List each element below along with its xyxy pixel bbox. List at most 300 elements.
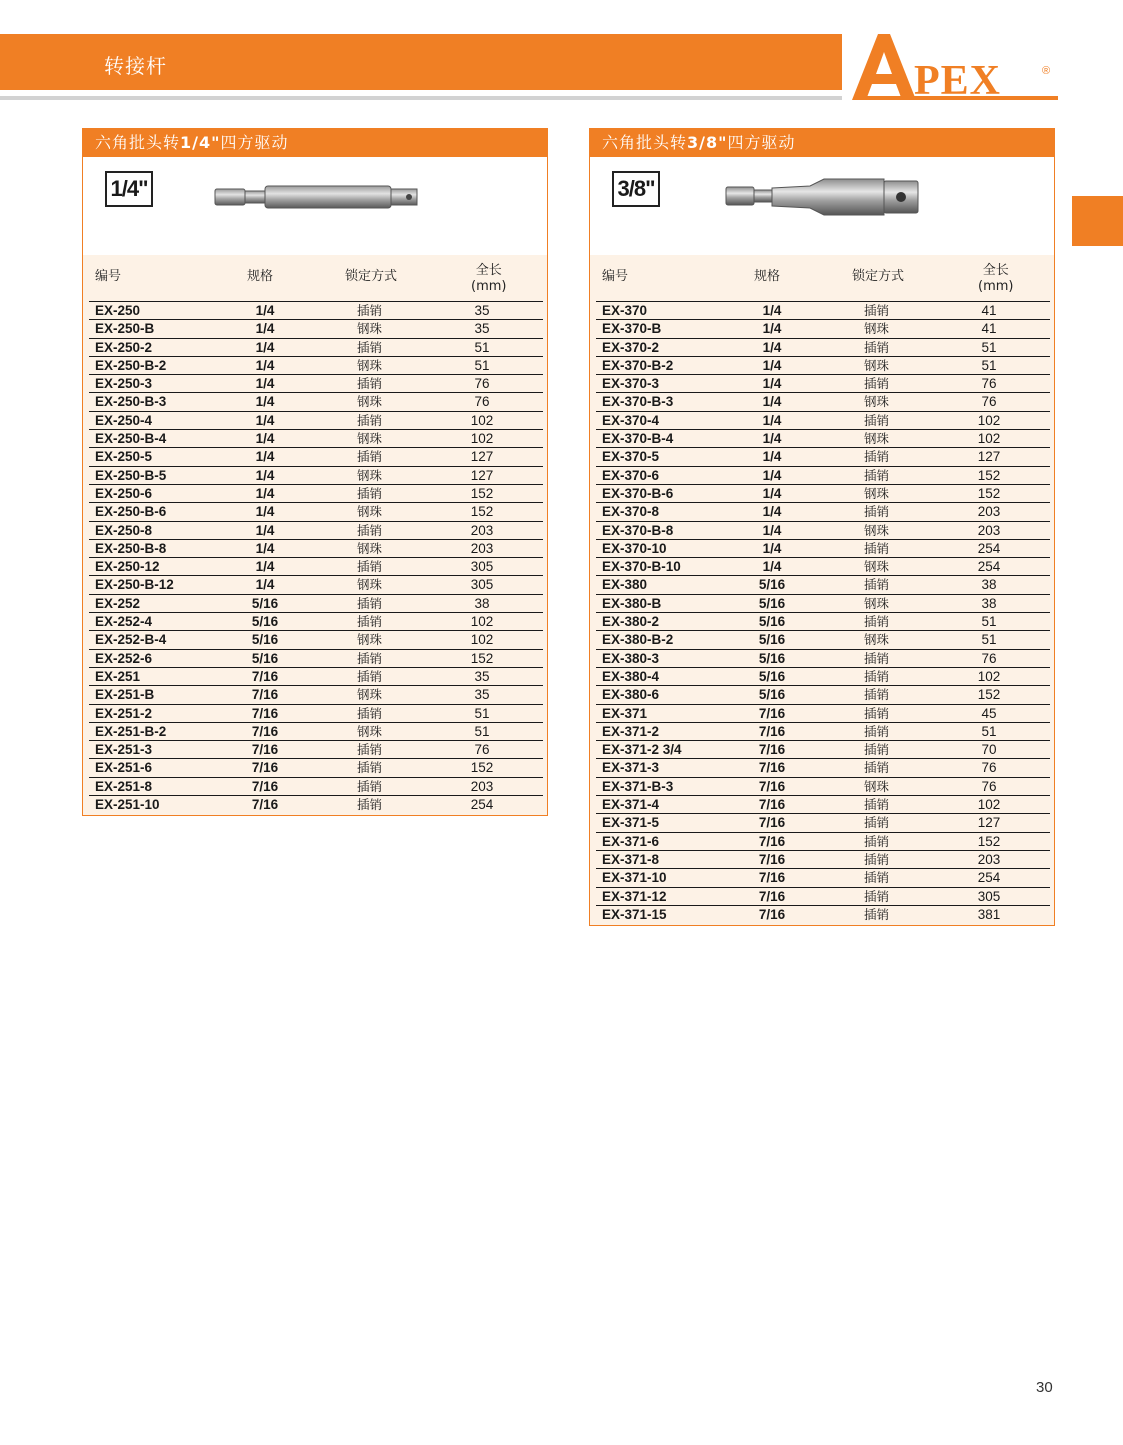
cell-lock: 插销 xyxy=(864,851,890,867)
cell-code: EX-370-3 xyxy=(602,376,660,392)
cell-spec: 1/4 xyxy=(762,467,782,483)
cell-lock: 插销 xyxy=(864,705,890,721)
page-title: 转接杆 xyxy=(104,54,167,78)
col-spec: 规格 xyxy=(754,269,781,284)
cell-code: EX-371-2 3/4 xyxy=(602,742,682,758)
cell-spec: 7/16 xyxy=(758,760,786,776)
right-column-headers xyxy=(590,255,1054,301)
table-row xyxy=(596,539,1050,557)
table-row xyxy=(596,575,1050,593)
table-row xyxy=(89,502,543,520)
cell-spec: 1/4 xyxy=(255,394,275,410)
table-row xyxy=(596,612,1050,630)
table-row xyxy=(89,447,543,465)
cell-spec: 7/16 xyxy=(251,687,279,703)
cell-lock: 插销 xyxy=(357,485,383,501)
cell-spec: 7/16 xyxy=(251,742,279,758)
cell-length: 254 xyxy=(977,540,1001,556)
right-size-badge: 3/8" xyxy=(612,171,660,207)
cell-code: EX-380-2 xyxy=(602,614,660,630)
cell-lock: 钢珠 xyxy=(864,394,890,410)
cell-length: 102 xyxy=(470,632,494,648)
cell-lock: 插销 xyxy=(864,540,890,556)
cell-code: EX-371-4 xyxy=(602,797,660,813)
cell-spec: 1/4 xyxy=(762,339,782,355)
table-row xyxy=(89,374,543,392)
cell-code: EX-370-B-4 xyxy=(602,431,674,447)
table-row xyxy=(89,630,543,648)
table-row xyxy=(596,447,1050,465)
table-row xyxy=(596,795,1050,813)
table-row xyxy=(89,319,543,337)
cell-length: 203 xyxy=(977,504,1001,520)
col-spec: 规格 xyxy=(247,269,274,284)
cell-length: 381 xyxy=(977,906,1001,922)
table-row xyxy=(89,758,543,776)
cell-spec: 7/16 xyxy=(251,723,279,739)
table-row xyxy=(596,630,1050,648)
cell-code: EX-370-8 xyxy=(602,504,660,520)
cell-lock: 钢珠 xyxy=(357,632,383,648)
table-row xyxy=(89,594,543,612)
right-title-size: 3/8" xyxy=(687,133,728,152)
cell-code: EX-250-B xyxy=(95,321,155,337)
cell-code: EX-370-B-2 xyxy=(602,357,674,373)
table-row xyxy=(89,740,543,758)
cell-lock: 钢珠 xyxy=(357,504,383,520)
cell-lock: 钢珠 xyxy=(357,723,383,739)
cell-code: EX-251-3 xyxy=(95,742,153,758)
cell-spec: 1/4 xyxy=(762,431,782,447)
logo-registered: ® xyxy=(1042,65,1051,77)
apex-logo xyxy=(852,34,1058,106)
table-row xyxy=(596,484,1050,502)
cell-spec: 1/4 xyxy=(762,357,782,373)
right-title-prefix: 六角批头转 xyxy=(602,133,688,152)
cell-code: EX-370-B-8 xyxy=(602,522,674,538)
cell-spec: 7/16 xyxy=(758,723,786,739)
cell-code: EX-251 xyxy=(95,668,141,684)
cell-code: EX-251-B xyxy=(95,687,155,703)
cell-length: 152 xyxy=(977,833,1001,849)
cell-lock: 插销 xyxy=(864,870,890,886)
cell-spec: 1/4 xyxy=(255,339,275,355)
cell-spec: 5/16 xyxy=(758,668,786,684)
cell-lock: 插销 xyxy=(357,797,383,813)
right-product-panel xyxy=(589,128,1055,926)
cell-code: EX-380 xyxy=(602,577,648,593)
table-row xyxy=(89,392,543,410)
cell-lock: 插销 xyxy=(357,742,383,758)
cell-length: 127 xyxy=(977,449,1001,465)
col-lock: 锁定方式 xyxy=(345,269,398,284)
table-row xyxy=(596,521,1050,539)
cell-length: 76 xyxy=(474,394,490,410)
cell-lock: 插销 xyxy=(864,650,890,666)
cell-length: 254 xyxy=(977,559,1001,575)
cell-code: EX-371-6 xyxy=(602,833,660,849)
table-row xyxy=(89,301,543,319)
cell-lock: 插销 xyxy=(864,815,890,831)
cell-lock: 钢珠 xyxy=(864,431,890,447)
cell-length: 45 xyxy=(981,705,997,721)
cell-length: 35 xyxy=(474,303,490,318)
cell-code: EX-250-5 xyxy=(95,449,153,465)
cell-lock: 插销 xyxy=(864,888,890,904)
cell-lock: 插销 xyxy=(864,668,890,684)
cell-length: 305 xyxy=(470,577,494,593)
cell-lock: 插销 xyxy=(864,412,890,428)
cell-lock: 插销 xyxy=(864,303,890,318)
left-size-badge: 1/4" xyxy=(105,171,153,207)
cell-spec: 5/16 xyxy=(251,595,279,611)
cell-length: 76 xyxy=(981,760,997,776)
cell-spec: 1/4 xyxy=(762,394,782,410)
cell-spec: 7/16 xyxy=(758,778,786,794)
cell-lock: 插销 xyxy=(357,595,383,611)
cell-spec: 5/16 xyxy=(251,650,279,666)
cell-length: 38 xyxy=(981,577,997,593)
cell-spec: 1/4 xyxy=(255,485,275,501)
cell-length: 102 xyxy=(470,614,494,630)
cell-spec: 1/4 xyxy=(255,321,275,337)
cell-code: EX-371-10 xyxy=(602,870,667,886)
table-row xyxy=(596,758,1050,776)
cell-length: 38 xyxy=(474,595,490,611)
cell-spec: 1/4 xyxy=(762,412,782,428)
col-code: 编号 xyxy=(95,269,122,284)
table-row xyxy=(596,594,1050,612)
cell-spec: 7/16 xyxy=(758,815,786,831)
cell-code: EX-250-8 xyxy=(95,522,153,538)
cell-lock: 插销 xyxy=(864,339,890,355)
cell-lock: 插销 xyxy=(864,504,890,520)
cell-spec: 1/4 xyxy=(255,376,275,392)
table-row xyxy=(89,649,543,667)
cell-spec: 1/4 xyxy=(762,485,782,501)
cell-code: EX-250-B-5 xyxy=(95,467,167,483)
cell-code: EX-380-3 xyxy=(602,650,660,666)
left-table xyxy=(83,301,547,815)
table-row xyxy=(596,777,1050,795)
col-length-unit: (mm) xyxy=(978,279,1014,294)
cell-code: EX-380-4 xyxy=(602,668,660,684)
cell-spec: 7/16 xyxy=(758,870,786,886)
cell-lock: 钢珠 xyxy=(864,632,890,648)
cell-code: EX-250-4 xyxy=(95,412,153,428)
table-row xyxy=(596,905,1050,923)
cell-length: 51 xyxy=(981,723,997,739)
table-row xyxy=(596,740,1050,758)
cell-lock: 钢珠 xyxy=(357,467,383,483)
cell-code: EX-250-B-4 xyxy=(95,431,167,447)
cell-length: 76 xyxy=(474,376,490,392)
cell-length: 203 xyxy=(470,522,494,538)
table-row xyxy=(89,722,543,740)
cell-code: EX-250-B-3 xyxy=(95,394,167,410)
cell-length: 51 xyxy=(981,339,997,355)
table-row xyxy=(89,429,543,447)
cell-spec: 1/4 xyxy=(762,504,782,520)
cell-code: EX-252-6 xyxy=(95,650,153,666)
cell-lock: 钢珠 xyxy=(864,321,890,337)
cell-length: 254 xyxy=(977,870,1001,886)
col-length-label: 全长 xyxy=(475,263,502,278)
cell-lock: 插销 xyxy=(864,449,890,465)
cell-code: EX-250-B-6 xyxy=(95,504,167,520)
cell-code: EX-251-2 xyxy=(95,705,153,721)
table-row xyxy=(596,868,1050,886)
cell-spec: 7/16 xyxy=(758,797,786,813)
cell-lock: 钢珠 xyxy=(357,357,383,373)
cell-spec: 7/16 xyxy=(758,888,786,904)
cell-code: EX-380-6 xyxy=(602,687,660,703)
cell-lock: 插销 xyxy=(357,522,383,538)
cell-length: 51 xyxy=(474,705,490,721)
cell-spec: 1/4 xyxy=(762,522,782,538)
cell-code: EX-250-B-8 xyxy=(95,540,167,556)
cell-spec: 1/4 xyxy=(255,449,275,465)
cell-lock: 插销 xyxy=(864,376,890,392)
table-row xyxy=(89,667,543,685)
cell-length: 51 xyxy=(981,614,997,630)
left-column-headers xyxy=(83,255,547,301)
hex-to-three-eighths-drive-image xyxy=(724,175,924,219)
cell-code: EX-250-12 xyxy=(95,559,160,575)
cell-lock: 钢珠 xyxy=(357,577,383,593)
cell-length: 152 xyxy=(977,485,1001,501)
col-length xyxy=(978,263,1013,295)
cell-code: EX-370-B-10 xyxy=(602,559,681,575)
cell-code: EX-370-4 xyxy=(602,412,660,428)
cell-length: 76 xyxy=(981,778,997,794)
cell-lock: 插销 xyxy=(357,449,383,465)
cell-length: 102 xyxy=(470,431,494,447)
cell-code: EX-370 xyxy=(602,303,648,318)
table-row xyxy=(89,521,543,539)
col-lock: 锁定方式 xyxy=(852,269,905,284)
cell-spec: 1/4 xyxy=(255,577,275,593)
table-row xyxy=(89,356,543,374)
cell-spec: 7/16 xyxy=(251,778,279,794)
cell-length: 51 xyxy=(981,357,997,373)
cell-length: 38 xyxy=(981,595,997,611)
cell-spec: 7/16 xyxy=(758,742,786,758)
cell-spec: 5/16 xyxy=(758,687,786,703)
header-divider xyxy=(0,96,842,100)
cell-lock: 钢珠 xyxy=(864,522,890,538)
cell-code: EX-371-B-3 xyxy=(602,778,674,794)
cell-code: EX-380-B xyxy=(602,595,662,611)
table-row xyxy=(89,539,543,557)
table-row xyxy=(596,649,1050,667)
cell-spec: 5/16 xyxy=(251,614,279,630)
cell-spec: 1/4 xyxy=(762,303,782,318)
cell-spec: 5/16 xyxy=(758,595,786,611)
cell-lock: 钢珠 xyxy=(864,778,890,794)
page-number: 30 xyxy=(1036,1379,1053,1396)
col-length-unit: (mm) xyxy=(471,279,507,294)
cell-length: 51 xyxy=(474,723,490,739)
cell-lock: 钢珠 xyxy=(357,540,383,556)
left-product-panel xyxy=(82,128,548,816)
left-product-image-area xyxy=(83,157,547,255)
table-row xyxy=(89,338,543,356)
cell-code: EX-371-5 xyxy=(602,815,660,831)
table-row xyxy=(89,685,543,703)
cell-lock: 插销 xyxy=(864,614,890,630)
cell-lock: 钢珠 xyxy=(357,687,383,703)
table-row xyxy=(596,557,1050,575)
table-row xyxy=(596,411,1050,429)
cell-spec: 7/16 xyxy=(758,906,786,922)
cell-code: EX-371-3 xyxy=(602,760,660,776)
cell-length: 76 xyxy=(981,376,997,392)
cell-code: EX-370-B-3 xyxy=(602,394,674,410)
cell-lock: 插销 xyxy=(864,906,890,922)
cell-length: 152 xyxy=(977,687,1001,703)
table-row xyxy=(596,667,1050,685)
cell-code: EX-251-10 xyxy=(95,797,160,813)
table-row xyxy=(89,704,543,722)
right-product-image-area xyxy=(590,157,1054,255)
table-row xyxy=(89,575,543,593)
cell-length: 203 xyxy=(977,851,1001,867)
cell-spec: 1/4 xyxy=(255,559,275,575)
cell-spec: 7/16 xyxy=(251,668,279,684)
cell-length: 35 xyxy=(474,321,490,337)
cell-lock: 插销 xyxy=(357,650,383,666)
cell-length: 152 xyxy=(470,650,494,666)
table-row xyxy=(596,887,1050,905)
cell-lock: 钢珠 xyxy=(864,485,890,501)
table-row xyxy=(89,557,543,575)
cell-spec: 7/16 xyxy=(758,851,786,867)
cell-code: EX-251-8 xyxy=(95,778,153,794)
cell-lock: 插销 xyxy=(864,760,890,776)
cell-lock: 插销 xyxy=(357,376,383,392)
cell-lock: 插销 xyxy=(864,467,890,483)
table-row xyxy=(89,411,543,429)
cell-code: EX-252-B-4 xyxy=(95,632,167,648)
table-row xyxy=(596,466,1050,484)
cell-spec: 1/4 xyxy=(762,321,782,337)
cell-lock: 插销 xyxy=(357,668,383,684)
cell-spec: 7/16 xyxy=(251,760,279,776)
cell-spec: 1/4 xyxy=(255,303,275,318)
cell-spec: 5/16 xyxy=(758,632,786,648)
cell-spec: 1/4 xyxy=(255,467,275,483)
cell-spec: 5/16 xyxy=(758,577,786,593)
cell-code: EX-250-3 xyxy=(95,376,153,392)
cell-code: EX-252-4 xyxy=(95,614,153,630)
table-row xyxy=(89,795,543,813)
cell-length: 102 xyxy=(977,431,1001,447)
cell-lock: 钢珠 xyxy=(357,321,383,337)
cell-spec: 1/4 xyxy=(255,412,275,428)
cell-length: 152 xyxy=(470,504,494,520)
table-row xyxy=(596,685,1050,703)
cell-spec: 5/16 xyxy=(758,650,786,666)
cell-code: EX-250-2 xyxy=(95,339,153,355)
cell-length: 127 xyxy=(977,815,1001,831)
cell-lock: 钢珠 xyxy=(357,394,383,410)
table-row xyxy=(596,722,1050,740)
cell-code: EX-370-10 xyxy=(602,540,667,556)
cell-lock: 插销 xyxy=(357,705,383,721)
table-row xyxy=(596,502,1050,520)
cell-length: 102 xyxy=(977,668,1001,684)
cell-length: 51 xyxy=(981,632,997,648)
right-title-suffix: 四方驱动 xyxy=(727,133,796,152)
cell-spec: 1/4 xyxy=(762,540,782,556)
table-row xyxy=(596,374,1050,392)
cell-length: 305 xyxy=(470,559,494,575)
cell-length: 51 xyxy=(474,339,490,355)
table-row xyxy=(89,612,543,630)
cell-code: EX-250-B-12 xyxy=(95,577,174,593)
cell-lock: 插销 xyxy=(864,797,890,813)
cell-code: EX-371-15 xyxy=(602,906,667,922)
cell-length: 127 xyxy=(470,467,494,483)
cell-lock: 插销 xyxy=(864,742,890,758)
cell-code: EX-250-6 xyxy=(95,485,153,501)
cell-length: 203 xyxy=(977,522,1001,538)
cell-code: EX-371 xyxy=(602,705,648,721)
side-tab xyxy=(1072,196,1123,246)
cell-code: EX-370-B-6 xyxy=(602,485,674,501)
cell-length: 102 xyxy=(977,797,1001,813)
cell-code: EX-250-B-2 xyxy=(95,357,167,373)
cell-code: EX-371-12 xyxy=(602,888,667,904)
cell-code: EX-371-2 xyxy=(602,723,660,739)
cell-lock: 插销 xyxy=(864,723,890,739)
cell-code: EX-371-8 xyxy=(602,851,660,867)
cell-length: 102 xyxy=(470,412,494,428)
cell-code: EX-370-6 xyxy=(602,467,660,483)
cell-length: 152 xyxy=(977,467,1001,483)
left-title-prefix: 六角批头转 xyxy=(95,133,181,152)
cell-lock: 钢珠 xyxy=(357,431,383,447)
cell-lock: 插销 xyxy=(357,778,383,794)
cell-spec: 1/4 xyxy=(255,540,275,556)
col-length-label: 全长 xyxy=(982,263,1009,278)
cell-length: 70 xyxy=(981,742,997,758)
cell-code: EX-380-B-2 xyxy=(602,632,674,648)
table-row xyxy=(596,832,1050,850)
table-row xyxy=(596,301,1050,319)
cell-lock: 插销 xyxy=(357,412,383,428)
cell-code: EX-251-6 xyxy=(95,760,153,776)
table-row xyxy=(89,466,543,484)
cell-lock: 插销 xyxy=(864,833,890,849)
cell-lock: 钢珠 xyxy=(864,357,890,373)
cell-length: 102 xyxy=(977,412,1001,428)
cell-spec: 1/4 xyxy=(255,357,275,373)
cell-lock: 插销 xyxy=(864,687,890,703)
cell-lock: 插销 xyxy=(357,614,383,630)
cell-length: 76 xyxy=(474,742,490,758)
cell-length: 152 xyxy=(470,485,494,501)
cell-length: 305 xyxy=(977,888,1001,904)
cell-length: 41 xyxy=(981,303,997,318)
cell-lock: 插销 xyxy=(357,559,383,575)
table-row xyxy=(596,704,1050,722)
right-table xyxy=(590,301,1054,925)
cell-lock: 钢珠 xyxy=(864,595,890,611)
table-row xyxy=(596,319,1050,337)
cell-length: 127 xyxy=(470,449,494,465)
